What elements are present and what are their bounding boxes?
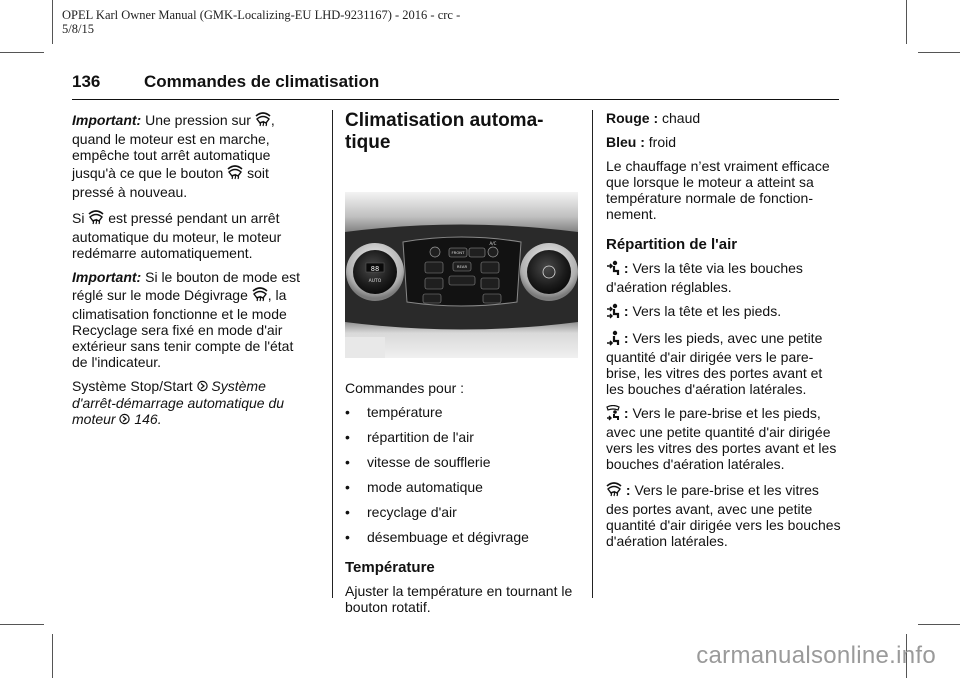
subsection-heading: Température xyxy=(345,559,435,576)
subsection-heading: Répartition de l'air xyxy=(606,236,738,253)
column-1 xyxy=(72,110,312,436)
column-divider xyxy=(332,110,333,598)
reference-arrow-icon xyxy=(119,412,130,428)
windshield-defrost-icon xyxy=(255,110,271,131)
reference-link[interactable]: Système d'arrêt-démarrage automatique du moteur xyxy=(72,378,285,427)
list-item: • répartition de l'air xyxy=(345,429,580,445)
note-text: , xyxy=(270,112,275,128)
vent-windshield-feet-icon xyxy=(606,405,620,424)
term-separator: : xyxy=(623,330,629,346)
crop-mark xyxy=(0,624,44,625)
term-value: chaud xyxy=(662,110,701,126)
list-item: • recyclage d'air xyxy=(345,504,580,520)
important-note-1 xyxy=(72,110,312,200)
important-label: Important: xyxy=(72,112,142,128)
controls-list xyxy=(345,404,580,545)
reference-arrow-icon xyxy=(197,379,208,395)
document-header xyxy=(62,8,460,36)
windshield-defrost-icon xyxy=(227,163,243,184)
watermark: carmanualsonline.info xyxy=(696,642,936,669)
document-header-line2: 5/8/15 xyxy=(62,22,94,36)
air-mode-face-feet xyxy=(606,303,841,322)
page-heading xyxy=(72,72,839,100)
document-header-line1: OPEL Karl Owner Manual (GMK-Localizing-EU LHD-9231167) - 2016 - crc - xyxy=(62,8,461,22)
crop-mark xyxy=(918,624,960,625)
term-label: Bleu : xyxy=(606,134,645,150)
list-item: • désembuage et dégivrage xyxy=(345,529,580,545)
term-label: Rouge : xyxy=(606,110,659,126)
list-item: • température xyxy=(345,404,580,420)
note-text: est pressé pendant un arrêt automatique du moteur, le moteur redémarre automatiquement. xyxy=(72,210,282,261)
page-number: 136 xyxy=(72,72,101,91)
air-mode-text: Vers la tête et les pieds. xyxy=(632,303,782,319)
note-text: soit xyxy=(247,165,269,181)
note-text: Une pression sur xyxy=(145,112,251,128)
note-text: Si le bouton de mode xyxy=(145,269,278,285)
crop-mark xyxy=(906,0,907,44)
page-title: Commandes de climatisation xyxy=(144,72,380,91)
climate-control-panel-photo xyxy=(345,192,578,358)
term-separator: : xyxy=(623,303,629,319)
heating-note: Le chauffage n’est vraiment efficace que lorsque le moteur a atteint sa température normale de fonction- nement. xyxy=(606,158,830,222)
section-heading: Climatisation automa- tique xyxy=(345,110,544,153)
air-mode-face xyxy=(606,260,841,295)
temperature-text: Ajuster la température en tournant le bouton rotatif. xyxy=(345,583,573,615)
term-value: froid xyxy=(648,134,677,150)
vent-face-icon xyxy=(606,260,620,279)
note-text: Si xyxy=(72,210,85,226)
air-mode-feet xyxy=(606,330,841,397)
windshield-defrost-icon xyxy=(88,208,104,229)
note-text: quand le moteur est en marche, empêche tout arrêt automatique xyxy=(72,131,271,163)
red-definition xyxy=(606,110,841,126)
blue-definition xyxy=(606,134,841,150)
vent-face-feet-icon xyxy=(606,303,620,322)
list-item: • vitesse de soufflerie xyxy=(345,454,580,470)
note-text: pressé à nouveau. xyxy=(72,184,188,200)
note-text: jusqu'à ce que le bouton xyxy=(72,165,224,181)
column-divider xyxy=(592,110,593,598)
crop-mark xyxy=(52,634,53,678)
important-label: Important: xyxy=(72,269,142,285)
air-mode-text: Vers la tête via les bouches d'aération réglables. xyxy=(606,260,803,295)
column-3 xyxy=(606,110,841,557)
air-mode-text: Vers les pieds, avec une petite quantité d'air dirigée vers le pare-brise, les vitres des portes avant et les bouches d'aération latérales. xyxy=(606,330,823,397)
cross-reference xyxy=(72,378,312,428)
air-mode-windshield-feet xyxy=(606,405,841,472)
column-2 xyxy=(345,110,580,623)
paragraph-restart xyxy=(72,208,312,261)
reference-page-link[interactable]: 146. xyxy=(134,411,162,427)
crop-mark xyxy=(52,0,53,44)
air-mode-windshield xyxy=(606,480,841,549)
windshield-defrost-icon xyxy=(252,285,268,306)
vent-feet-icon xyxy=(606,330,620,349)
panel-ac-label: A/C xyxy=(489,241,497,246)
term-separator: : xyxy=(623,405,629,421)
panel-auto-label: AUTO xyxy=(368,279,382,284)
note-text: la climatisation fonctionne et le mode Recyclage sera fixé en mode d'air extérieur sans tenir compte de l'état de l'indicateur. xyxy=(72,287,294,370)
important-note-2 xyxy=(72,269,312,370)
crop-mark xyxy=(0,52,44,53)
term-separator: : xyxy=(625,482,631,498)
note-text: , xyxy=(267,287,272,303)
list-item: • mode automatique xyxy=(345,479,580,495)
term-separator: : xyxy=(623,260,629,276)
controls-intro: Commandes pour : xyxy=(345,380,465,396)
panel-front-label: FRONT xyxy=(451,250,465,255)
note-text: est réglé sur le mode Dégivrage xyxy=(72,269,301,303)
crop-mark xyxy=(918,52,960,53)
air-mode-text: Vers le pare-brise et les pieds, avec une petite quantité d'air dirigée vers les vitres des portes avant et les bouches d'aération latérales. xyxy=(606,405,837,472)
windshield-defrost-icon xyxy=(606,480,622,501)
panel-display-text: 88 xyxy=(370,265,380,273)
panel-rear-label: REAR xyxy=(456,264,468,269)
air-mode-text: Vers le pare-brise et les vitres des portes avant, avec une petite quantité d'air dirigée vers les bouches d'aération latérales. xyxy=(606,482,841,549)
note-text: Système Stop/Start xyxy=(72,378,193,394)
